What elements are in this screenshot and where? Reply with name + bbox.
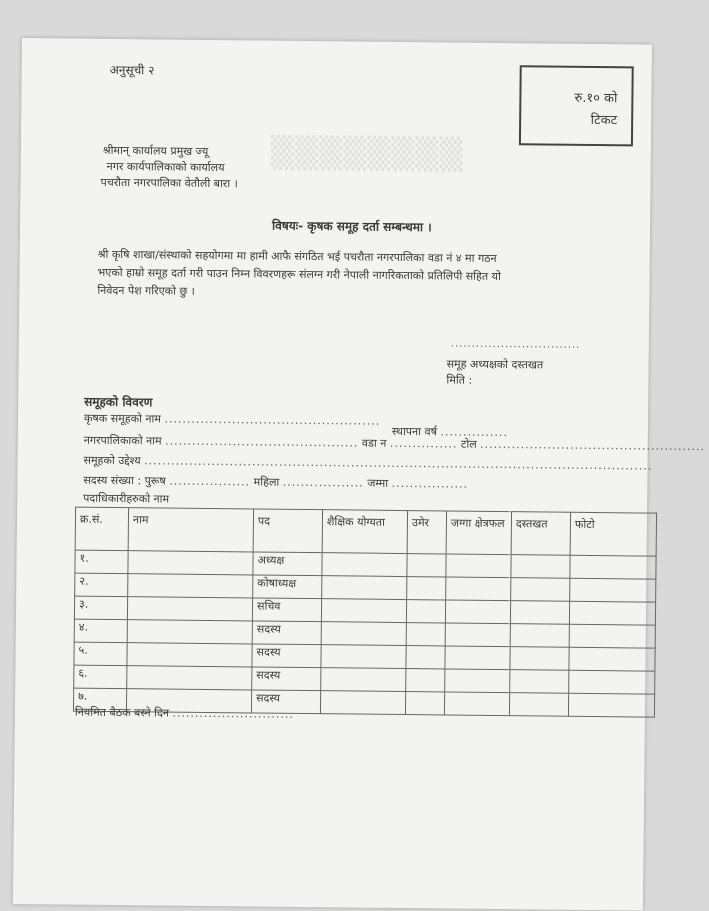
document-page [13,38,706,911]
members-count-label: सदस्य संख्या : पुरूष [83,473,166,488]
table-header-row [75,507,656,556]
meeting-day-label: नियमित बैठक बस्ने दिन [74,705,170,720]
row-post: सदस्य [252,621,321,645]
row-sn: ५. [74,642,127,666]
column-header-age: उमेर [407,511,446,554]
row-photo [570,555,656,579]
row-name [128,574,253,598]
row-post: अध्यक्ष [253,552,322,576]
row-land-area [446,554,511,578]
row-qualification [321,622,406,646]
row-age [406,646,445,669]
tole-label: टोल [460,437,477,451]
objective-field [84,453,653,474]
municipality-field [84,433,705,455]
row-qualification [321,668,406,692]
row-age [406,669,445,692]
row-qualification [321,599,406,623]
row-post: सचिव [252,598,321,622]
signature-dots: ............................... [450,338,581,351]
row-post: सदस्य [252,644,321,668]
row-post: कोषाध्यक्ष [253,575,322,599]
objective-label: समूहको उद्देश्य [83,453,141,468]
column-header-sn: क्र.सं. [75,507,128,551]
row-age [407,554,446,577]
total-label: जम्मा [367,476,389,490]
row-land-area [445,669,510,693]
row-land-area [446,577,511,601]
address-line-1: श्रीमान् कार्यालय प्रमुख ज्यू [102,143,209,158]
row-land-area [445,600,510,624]
row-signature [511,555,570,579]
female-label: महिला [253,475,280,489]
municipality-dots: ........................................... [165,434,359,450]
row-sn: ६. [74,665,127,689]
meeting-day-field [75,705,294,722]
date-label: मिति : [446,373,473,387]
group-details-heading: समूहको विवरण [84,394,153,410]
column-header-signature: दस्तखत [511,512,570,556]
members-count-field [83,473,468,492]
row-photo [569,670,655,694]
row-sn: ७. [73,688,126,712]
body-line-1: श्री कृषि शाखा/संस्थाको सहयोगमा मा हामी आफै संगठित भई पचरौता नगरपालिका वडा नं ४ मा गठन [97,247,497,265]
row-photo [569,647,655,671]
column-header-photo: फोटो [570,512,656,556]
total-dots: ................. [391,476,469,491]
address-line-2: नगर कार्यपालिकाको कार्यालय [106,159,225,175]
meeting-day-dots: ........................... [172,706,294,721]
group-name-dots: ................................................ [164,412,381,428]
male-dots: .................. [169,474,251,489]
row-name [127,666,252,690]
column-header-qualification: शैक्षिक योग्यता [322,510,407,554]
signature-label: समूह अध्यक्षको दस्तखत [446,357,544,372]
group-name-label: कृषक समूहको नाम [83,411,162,426]
annex-label: अनुसूची २ [109,62,155,78]
ticket-line-1: रु.१० को [574,90,618,107]
row-name [128,551,253,575]
row-land-area [445,646,510,670]
ward-dots: ............... [389,436,458,451]
row-post: सदस्य [251,690,320,714]
row-signature [510,670,569,694]
officials-heading: पदाधिकारीहरुको नाम [83,491,170,506]
row-land-area [445,623,510,647]
established-label: स्थापना वर्ष [391,424,438,439]
row-qualification [320,691,405,715]
row-sn: ४. [74,619,127,643]
group-name-field [84,411,380,429]
row-age [407,577,446,600]
column-header-name: नाम [128,508,253,552]
ticket-line-2: टिकट [590,112,618,129]
column-header-land-area: जग्गा क्षेत्रफल [446,511,511,555]
row-photo [568,693,654,717]
background-watermark: ▒▒▒▒▒▒▒▒ [270,135,464,173]
female-dots: .................. [282,475,364,490]
row-qualification [321,645,406,669]
row-name [127,597,252,621]
subject-line: विषयः- कृषक समूह दर्ता सम्बन्धमा । [271,218,432,235]
row-post: सदस्य [252,667,321,691]
officials-table [73,507,657,718]
row-signature [510,647,569,671]
row-land-area [444,692,509,716]
row-sn: २. [75,573,128,597]
row-qualification [322,553,407,577]
row-age [406,623,445,646]
body-line-3: निवेदन पेश गरिएको छु । [97,283,195,298]
row-signature [510,624,569,648]
address-line-3: पचरौता नगरपालिका वेतौली बारा । [100,175,238,191]
row-signature [511,578,570,602]
municipality-label: नगरपालिकाको नाम [83,433,162,448]
body-line-2: भएको हाम्रो समूह दर्ता गरी पाउन निम्न विवरणहरू संलग्न गरी नेपाली नागरिकताको प्रतिलिपी सहित यो [97,265,501,284]
row-sn: ३. [74,596,127,620]
objective-dots: ................................................................................................................. [144,454,653,473]
row-signature [509,693,568,717]
established-dots: ............... [440,425,509,440]
row-photo [570,578,656,602]
tole-dots: .................................................. [480,437,706,454]
revenue-ticket-box [519,65,634,146]
row-name [127,620,252,644]
row-photo [569,601,655,625]
row-sn: १. [75,550,128,574]
column-header-post: पद [253,509,322,553]
row-age [405,692,444,715]
row-signature [510,601,569,625]
row-age [406,600,445,623]
row-name [127,643,252,667]
row-qualification [322,576,407,600]
ward-label: वडा न [361,436,387,450]
row-photo [569,624,655,648]
